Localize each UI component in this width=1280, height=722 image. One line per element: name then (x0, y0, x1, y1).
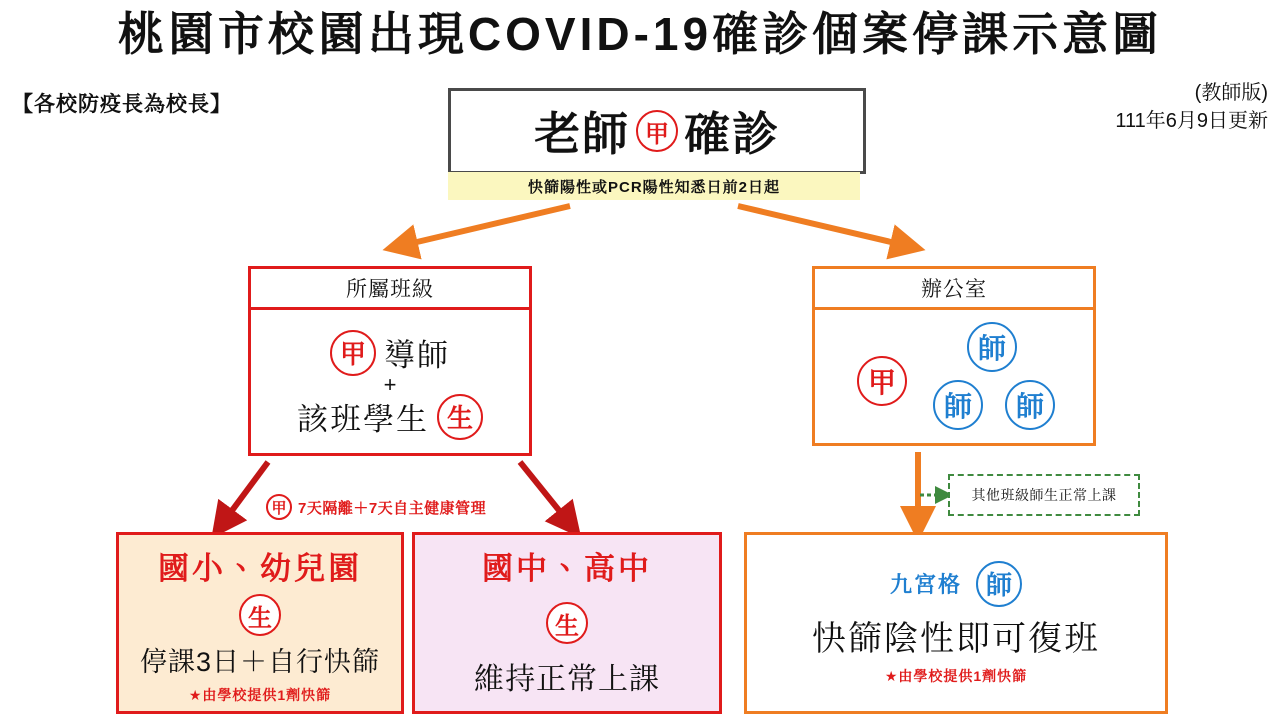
elementary-action: 停課3日＋自行快篩 (139, 647, 381, 677)
sudoku-label: 九宮格 (889, 572, 962, 597)
office-box-header: 辦公室 (815, 269, 1093, 310)
junior-title: 國中、高中 (482, 551, 652, 586)
subtitle-note: 【各校防疫長為校長】 (12, 93, 232, 116)
class-token-sheng: 生 (437, 394, 483, 440)
class-student-row (297, 394, 483, 440)
criteria-note: 快篩陽性或PCR陽性知悉日前2日起 (448, 172, 860, 200)
office-box (812, 266, 1096, 446)
other-classes-note: 其他班級師生正常上課 (948, 474, 1140, 516)
sudoku-token-shi: 師 (976, 561, 1022, 607)
page-title: 桃園市校園出現COVID-19確診個案停課示意圖 (117, 8, 1163, 60)
elementary-kindergarten-box (116, 532, 404, 714)
class-box (248, 266, 532, 456)
teacher-label-right: 確診 (684, 108, 780, 160)
plus-sign: + (383, 371, 397, 397)
office-token-shi-1: 師 (967, 322, 1017, 372)
elementary-title: 國小、幼兒園 (158, 551, 362, 586)
update-date: 111年6月9日更新 (1115, 110, 1268, 132)
office-box-body (815, 310, 1093, 449)
junior-action: 維持正常上課 (474, 663, 660, 696)
junior-token-sheng: 生 (546, 602, 588, 644)
sudoku-top-row (890, 561, 1022, 607)
isolation-note-text: 7天隔離＋7天自主健康管理 (298, 499, 487, 517)
class-student-label: 該班學生 (297, 402, 429, 437)
class-box-body (251, 310, 529, 459)
office-token-shi-3: 師 (1005, 380, 1055, 430)
isolation-token-jia: 甲 (266, 494, 292, 520)
office-token-shi-2: 師 (933, 380, 983, 430)
class-teacher-label: 導師 (384, 338, 450, 373)
elementary-token-sheng: 生 (239, 594, 281, 636)
sudoku-action: 快篩陰性即可復班 (812, 619, 1100, 658)
sudoku-note: ★由學校提供1劑快篩 (884, 667, 1028, 684)
case-token-jia: 甲 (636, 110, 678, 152)
isolation-note (266, 494, 486, 520)
class-token-jia: 甲 (330, 330, 376, 376)
class-teacher-row (330, 330, 450, 376)
elementary-note: ★由學校提供1劑快篩 (188, 687, 332, 703)
teacher-confirmed-box (448, 88, 866, 174)
sudoku-return-box (744, 532, 1168, 714)
junior-senior-high-box (412, 532, 722, 714)
office-token-jia: 甲 (857, 356, 907, 406)
class-box-header: 所屬班級 (251, 269, 529, 310)
version-label: (教師版) (1194, 82, 1268, 104)
teacher-label-left: 老師 (534, 108, 630, 160)
